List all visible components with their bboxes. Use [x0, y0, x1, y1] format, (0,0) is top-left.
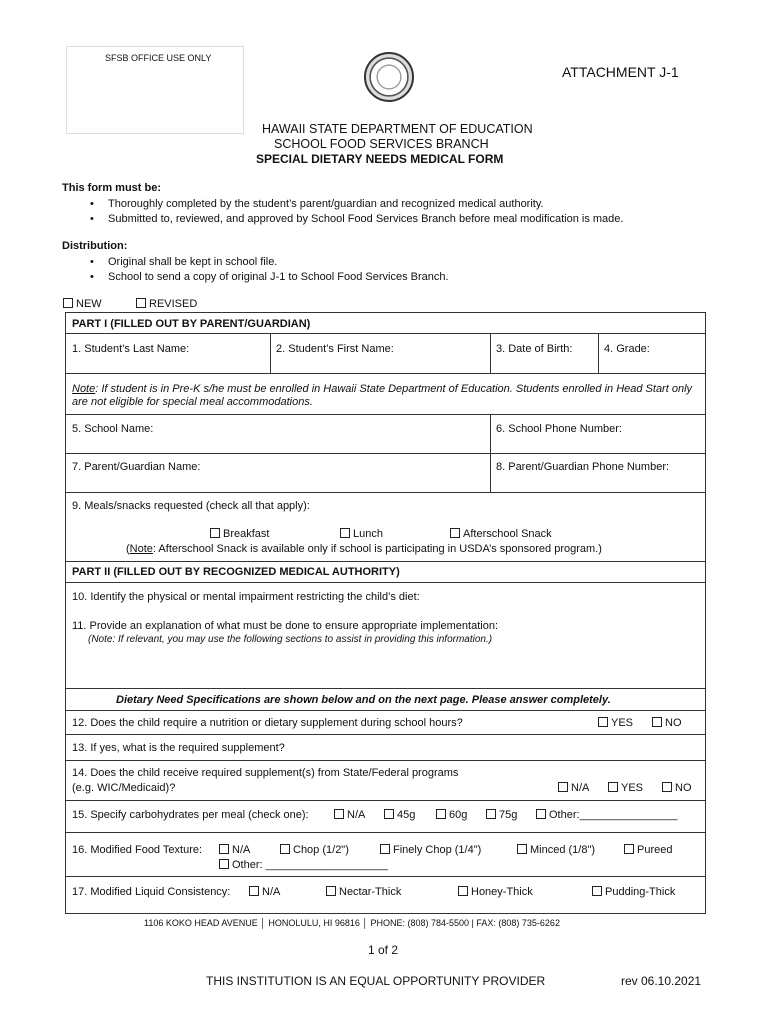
q10-label: 10. Identify the physical or mental impairment restricting the child’s diet:	[72, 591, 420, 603]
part1-heading: PART I (FILLED OUT BY PARENT/GUARDIAN)	[72, 318, 311, 330]
q13-label: 13. If yes, what is the required supplement?	[72, 742, 285, 754]
q15-75g[interactable]: 75g	[486, 809, 517, 822]
row-divider	[65, 876, 706, 877]
last-name-label: 1. Student’s Last Name:	[72, 343, 190, 355]
q16-pureed[interactable]: Pureed	[624, 844, 672, 857]
form-title: SPECIAL DIETARY NEEDS MEDICAL FORM	[256, 152, 504, 166]
row-divider	[65, 710, 706, 711]
q12-label: 12. Does the child require a nutrition or dietary supplement during school hours?	[72, 717, 463, 729]
distribution-list	[108, 256, 748, 286]
q14-no-checkbox[interactable]	[662, 782, 672, 792]
page-number: 1 of 2	[368, 943, 399, 957]
row-divider	[65, 414, 706, 415]
list-item: • Original shall be kept in school file.	[108, 256, 748, 271]
col-divider	[270, 333, 271, 373]
q16-finely-chop[interactable]: Finely Chop (1/4")	[380, 844, 481, 857]
revised-checkbox[interactable]	[136, 298, 146, 308]
row-divider	[65, 734, 706, 735]
q17-honey-checkbox[interactable]	[458, 886, 468, 896]
q16-other[interactable]: Other: ____________________	[219, 859, 388, 872]
footer-address: 1106 KOKO HEAD AVENUE │ HONOLULU, HI 96816 │ PHONE: (808) 784-5500 | FAX: (808) 735-6262	[144, 918, 560, 928]
state-seal-icon	[364, 52, 414, 102]
row-divider	[65, 582, 706, 583]
q14-yes[interactable]: YES	[608, 782, 643, 795]
q15-label: 15. Specify carbohydrates per meal (check one):	[72, 809, 309, 821]
revision-date: rev 06.10.2021	[621, 974, 702, 988]
snack-note: (Note: Afterschool Snack is available only if school is participating in USDA’s sponsored program.)	[126, 543, 602, 555]
dept-title: HAWAII STATE DEPARTMENT OF EDUCATION	[262, 122, 533, 136]
row-divider	[65, 800, 706, 801]
breakfast-option[interactable]: Breakfast	[210, 528, 269, 541]
q16-chop[interactable]: Chop (1/2")	[280, 844, 349, 857]
q16-na-checkbox[interactable]	[219, 844, 229, 854]
q16-pureed-checkbox[interactable]	[624, 844, 634, 854]
q15-na[interactable]: N/A	[334, 809, 365, 822]
parent-name-label: 7. Parent/Guardian Name:	[72, 461, 201, 473]
school-name-label: 5. School Name:	[72, 423, 154, 435]
q12-no[interactable]: NO	[652, 717, 682, 730]
q16-na[interactable]: N/A	[219, 844, 250, 857]
q15-45g-checkbox[interactable]	[384, 809, 394, 819]
form-must-be-list	[108, 198, 748, 228]
revised-checkbox-row[interactable]: REVISED	[136, 298, 197, 311]
q17-nectar[interactable]: Nectar-Thick	[326, 886, 401, 899]
q17-pudding[interactable]: Pudding-Thick	[592, 886, 675, 899]
q15-75g-checkbox[interactable]	[486, 809, 496, 819]
school-phone-label: 6. School Phone Number:	[496, 423, 622, 435]
spec-heading: Dietary Need Specifications are shown below and on the next page. Please answer completely.	[116, 694, 611, 706]
q16-finely-chop-checkbox[interactable]	[380, 844, 390, 854]
distribution-heading: Distribution:	[62, 240, 128, 252]
q17-nectar-checkbox[interactable]	[326, 886, 336, 896]
row-divider	[65, 453, 706, 454]
grade-label: 4. Grade:	[604, 343, 650, 355]
row-divider	[65, 832, 706, 833]
q12-yes-checkbox[interactable]	[598, 717, 608, 727]
breakfast-checkbox[interactable]	[210, 528, 220, 538]
q16-chop-checkbox[interactable]	[280, 844, 290, 854]
snack-option[interactable]: Afterschool Snack	[450, 528, 552, 541]
new-checkbox-row[interactable]: NEW	[63, 298, 102, 311]
list-item: • School to send a copy of original J-1 to School Food Services Branch.	[108, 271, 748, 286]
first-name-label: 2. Student’s First Name:	[276, 343, 394, 355]
q16-minced-checkbox[interactable]	[517, 844, 527, 854]
q15-other[interactable]: Other:________________	[536, 809, 677, 822]
dob-label: 3. Date of Birth:	[496, 343, 573, 355]
q17-na-checkbox[interactable]	[249, 886, 259, 896]
q14-na[interactable]: N/A	[558, 782, 589, 795]
q12-yes[interactable]: YES	[598, 717, 633, 730]
q17-honey[interactable]: Honey-Thick	[458, 886, 533, 899]
row-divider	[65, 561, 706, 562]
q12-no-checkbox[interactable]	[652, 717, 662, 727]
q15-60g[interactable]: 60g	[436, 809, 467, 822]
lunch-checkbox[interactable]	[340, 528, 350, 538]
form-must-be-heading: This form must be:	[62, 182, 162, 194]
list-item: • Thoroughly completed by the student’s parent/guardian and recognized medical authority.	[108, 198, 748, 213]
q11-note: (Note: If relevant, you may use the following sections to assist in providing this information.)	[88, 634, 493, 645]
equal-opportunity: THIS INSTITUTION IS AN EQUAL OPPORTUNITY PROVIDER	[206, 974, 546, 988]
row-divider	[65, 688, 706, 689]
row-divider	[65, 333, 706, 334]
lunch-option[interactable]: Lunch	[340, 528, 383, 541]
row-divider	[65, 760, 706, 761]
list-item: • Submitted to, reviewed, and approved by School Food Services Branch before meal modification is made.	[108, 213, 748, 228]
q14-yes-checkbox[interactable]	[608, 782, 618, 792]
q15-na-checkbox[interactable]	[334, 809, 344, 819]
q11-label: 11. Provide an explanation of what must be done to ensure appropriate implementation:	[72, 620, 499, 632]
col-divider	[490, 333, 491, 373]
q14-na-checkbox[interactable]	[558, 782, 568, 792]
office-use-box	[66, 46, 244, 134]
col-divider	[598, 333, 599, 373]
attachment-label: ATTACHMENT J-1	[562, 64, 679, 80]
q16-other-checkbox[interactable]	[219, 859, 229, 869]
q16-label: 16. Modified Food Texture:	[72, 844, 203, 856]
prek-note: Note: If student is in Pre-K s/he must be enrolled in Hawaii State Department of Education. Students enrolled in Head Start only are not eligible for special meal accommodations.	[72, 383, 693, 408]
q14-label-line2: (e.g. WIC/Medicaid)?	[72, 782, 176, 794]
part2-heading: PART II (FILLED OUT BY RECOGNIZED MEDICAL AUTHORITY)	[72, 566, 400, 578]
q15-45g[interactable]: 45g	[384, 809, 415, 822]
new-checkbox[interactable]	[63, 298, 73, 308]
q15-other-checkbox[interactable]	[536, 809, 546, 819]
q17-na[interactable]: N/A	[249, 886, 280, 899]
q17-label: 17. Modified Liquid Consistency:	[72, 886, 231, 898]
snack-checkbox[interactable]	[450, 528, 460, 538]
q15-60g-checkbox[interactable]	[436, 809, 446, 819]
row-divider	[65, 373, 706, 374]
office-use-label: SFSB OFFICE USE ONLY	[105, 53, 212, 63]
branch-title: SCHOOL FOOD SERVICES BRANCH	[274, 137, 489, 151]
parent-phone-label: 8. Parent/Guardian Phone Number:	[496, 461, 670, 473]
q17-pudding-checkbox[interactable]	[592, 886, 602, 896]
q16-minced[interactable]: Minced (1/8")	[517, 844, 595, 857]
q14-label-line1: 14. Does the child receive required supplement(s) from State/Federal programs	[72, 767, 459, 779]
q14-no[interactable]: NO	[662, 782, 692, 795]
meals-question: 9. Meals/snacks requested (check all that apply):	[72, 500, 310, 512]
row-divider	[65, 492, 706, 493]
